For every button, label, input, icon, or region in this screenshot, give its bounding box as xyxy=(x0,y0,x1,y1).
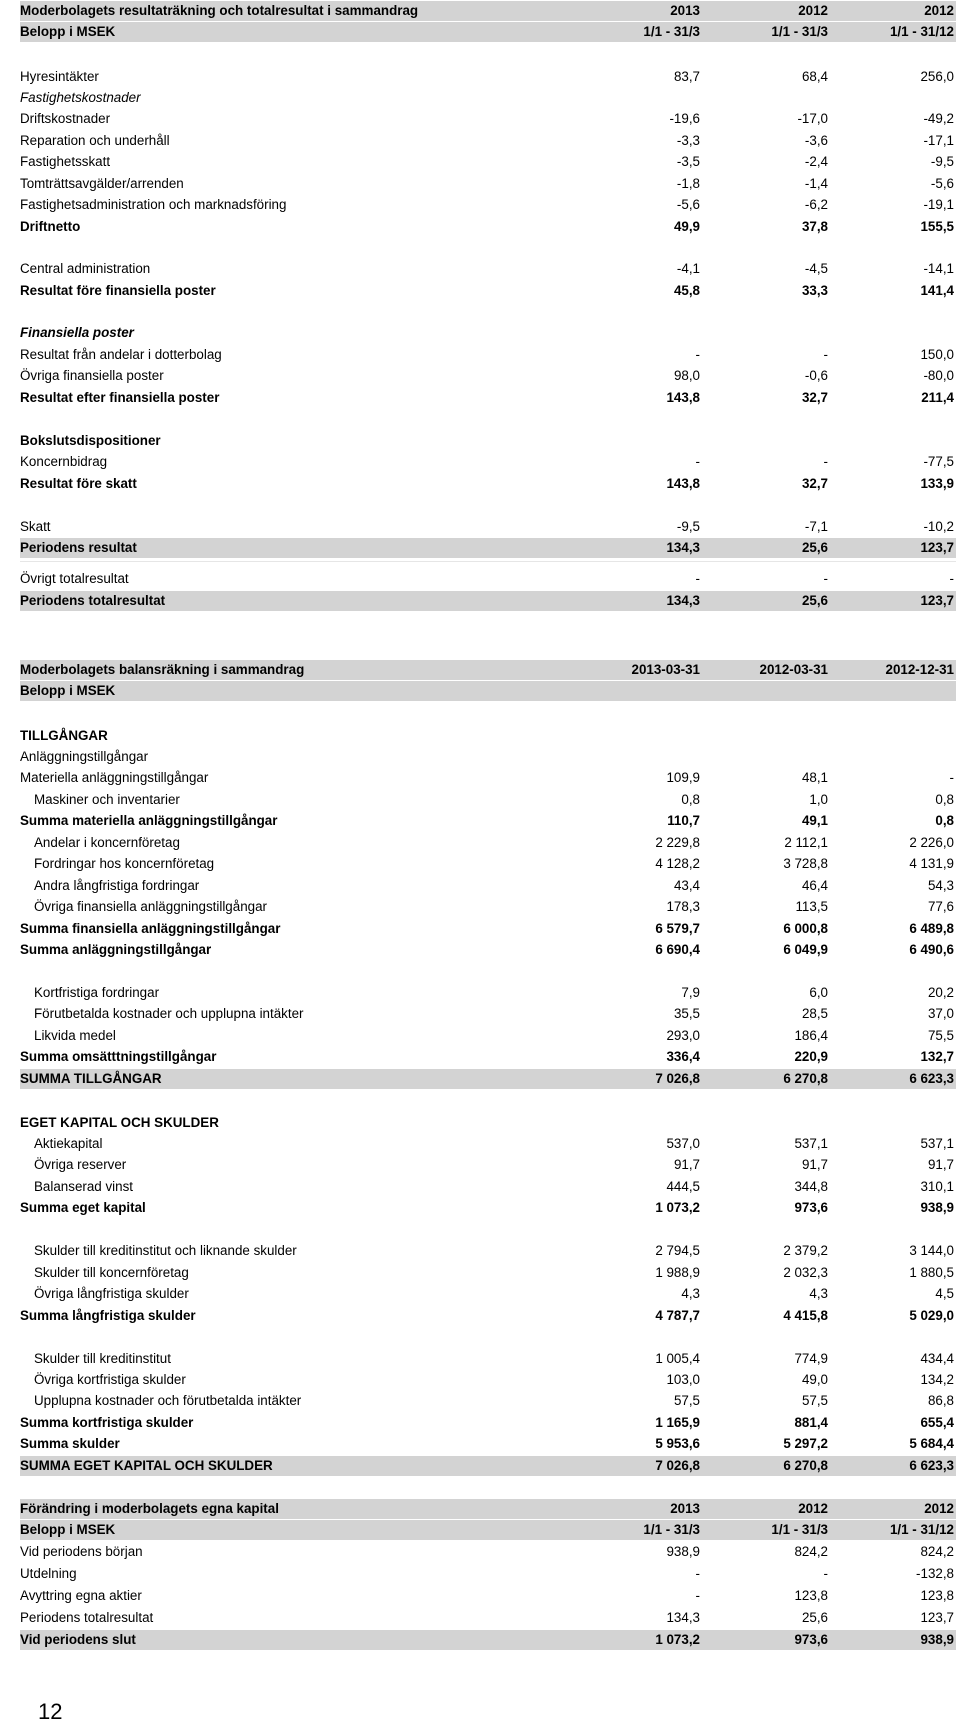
row-label: Resultat från andelar i dotterbolag xyxy=(20,347,222,362)
section-heading xyxy=(20,88,956,108)
balance-header-row xyxy=(20,660,956,680)
row-value-col3: 5 684,4 xyxy=(909,1436,954,1451)
equity-subheader-row xyxy=(20,1520,956,1540)
row-value-col2: 6 000,8 xyxy=(783,921,828,936)
row-value-col1: -3,3 xyxy=(676,133,700,148)
row-value-col3: 4 131,9 xyxy=(909,856,954,871)
row-value-col3: 1 880,5 xyxy=(909,1265,954,1280)
row-value-col2: 25,6 xyxy=(801,540,828,555)
total-row xyxy=(20,591,956,611)
row-value-col3: 0,8 xyxy=(935,813,954,828)
row-value-col2: 1,0 xyxy=(809,792,828,807)
row-value-col1: 293,0 xyxy=(666,1028,700,1043)
equity-header-row xyxy=(20,1499,956,1519)
row-value-col3: 123,7 xyxy=(920,1610,954,1625)
row-value-col3: -10,2 xyxy=(923,519,954,534)
table-row xyxy=(20,366,956,386)
row-value-col1: 35,5 xyxy=(673,1006,700,1021)
row-label: Vid periodens slut xyxy=(20,1632,136,1647)
row-value-col2: -2,4 xyxy=(804,154,828,169)
table-row xyxy=(20,1391,956,1411)
row-value-col1: 4 787,7 xyxy=(655,1308,700,1323)
subtotal-row xyxy=(20,940,956,960)
row-value-col1: 49,9 xyxy=(673,219,700,234)
row-value-col1: 6 579,7 xyxy=(655,921,700,936)
row-label: Summa materiella anläggningstillgångar xyxy=(20,813,278,828)
row-value-col2: 28,5 xyxy=(801,1006,828,1021)
row-label: Reparation och underhåll xyxy=(20,133,170,148)
row-value-col2: 2 379,2 xyxy=(783,1243,828,1258)
subtotal-row xyxy=(20,1434,956,1454)
row-value-col3: 155,5 xyxy=(920,219,954,234)
table-row xyxy=(20,569,956,589)
row-label: Balanserad vinst xyxy=(34,1179,133,1194)
row-label: Summa långfristiga skulder xyxy=(20,1308,196,1323)
row-value-col1: 7 026,8 xyxy=(655,1071,700,1086)
row-value-col1: - xyxy=(695,1588,700,1603)
equity-col1-year: 2013 xyxy=(670,1501,700,1516)
row-value-col2: 32,7 xyxy=(801,390,828,405)
row-value-col1: 0,8 xyxy=(681,792,700,807)
row-value-col2: 5 297,2 xyxy=(783,1436,828,1451)
row-value-col1: 143,8 xyxy=(666,476,700,491)
row-value-col2: 6 049,9 xyxy=(783,942,828,957)
row-value-col1: 4 128,2 xyxy=(655,856,700,871)
income-title: Moderbolagets resultaträkning och totalresultat i sammandrag xyxy=(20,3,419,18)
row-value-col3: 6 623,3 xyxy=(909,1071,954,1086)
row-value-col3: 434,4 xyxy=(920,1351,954,1366)
row-value-col1: -3,5 xyxy=(676,154,700,169)
row-value-col1: 1 073,2 xyxy=(655,1632,700,1647)
row-label: Övriga kortfristiga skulder xyxy=(34,1372,186,1387)
row-value-col1: 110,7 xyxy=(667,813,700,828)
table-row xyxy=(20,1177,956,1197)
row-value-col2: 973,6 xyxy=(794,1200,828,1215)
subtotal-row xyxy=(20,388,956,408)
row-label: Andra långfristiga fordringar xyxy=(34,878,200,893)
row-label: Övriga finansiella anläggningstillgångar xyxy=(34,899,267,914)
table-row xyxy=(20,259,956,279)
row-value-col2: 6,0 xyxy=(809,985,828,1000)
row-value-col3: 86,8 xyxy=(927,1393,954,1408)
row-label: Periodens totalresultat xyxy=(20,1610,154,1625)
row-value-col2: 37,8 xyxy=(801,219,828,234)
row-value-col2: -6,2 xyxy=(804,197,828,212)
row-label: Skulder till koncernföretag xyxy=(34,1265,189,1280)
equity-col2-period: 1/1 - 31/3 xyxy=(771,1522,828,1537)
row-value-col3: 54,3 xyxy=(927,878,954,893)
row-value-col2: -1,4 xyxy=(804,176,828,191)
row-label: Driftnetto xyxy=(20,219,81,234)
table-row xyxy=(20,345,956,365)
row-value-col1: 1 005,4 xyxy=(655,1351,700,1366)
equity-col3-year: 2012 xyxy=(924,1501,954,1516)
row-label: Fastighetsadministration och marknadsföring xyxy=(20,197,287,212)
balance-title: Moderbolagets balansräkning i sammandrag xyxy=(20,662,305,677)
income-unit-label: Belopp i MSEK xyxy=(20,24,116,39)
row-value-col2: 68,4 xyxy=(801,69,828,84)
row-value-col2: 32,7 xyxy=(801,476,828,491)
row-value-col3: -77,5 xyxy=(923,454,954,469)
row-value-col3: -19,1 xyxy=(923,197,954,212)
row-value-col2: 220,9 xyxy=(794,1049,828,1064)
row-label: Maskiner och inventarier xyxy=(34,792,180,807)
row-value-col3: -17,1 xyxy=(923,133,954,148)
table-row xyxy=(20,790,956,810)
row-label: Anläggningstillgångar xyxy=(20,749,149,764)
total-row xyxy=(20,538,956,558)
row-label: Övrigt totalresultat xyxy=(20,571,129,586)
row-value-col1: 938,9 xyxy=(666,1544,700,1559)
row-label: Summa skulder xyxy=(20,1436,120,1451)
row-value-col2: 824,2 xyxy=(794,1544,828,1559)
row-label: Övriga reserver xyxy=(34,1157,127,1172)
row-value-col2: 537,1 xyxy=(794,1136,828,1151)
total-row xyxy=(20,1069,956,1089)
row-label: Övriga långfristiga skulder xyxy=(34,1286,189,1301)
row-value-col1: 7 026,8 xyxy=(655,1458,700,1473)
row-label: Utdelning xyxy=(20,1566,77,1581)
row-value-col3: 537,1 xyxy=(920,1136,954,1151)
row-value-col3: 123,7 xyxy=(920,593,954,608)
row-value-col2: -4,5 xyxy=(804,261,828,276)
row-value-col2: 344,8 xyxy=(794,1179,828,1194)
table-row xyxy=(20,1586,956,1606)
section-heading xyxy=(20,323,956,343)
balance-subheader-row xyxy=(20,681,956,701)
total-row xyxy=(20,1456,956,1476)
row-label: Koncernbidrag xyxy=(20,454,108,469)
row-value-col1: 91,7 xyxy=(673,1157,700,1172)
row-value-col1: 57,5 xyxy=(673,1393,700,1408)
row-value-col2: 57,5 xyxy=(801,1393,828,1408)
row-value-col3: 132,7 xyxy=(920,1049,954,1064)
table-row xyxy=(20,195,956,215)
row-label: Resultat efter finansiella poster xyxy=(20,390,220,405)
row-label: Resultat före finansiella poster xyxy=(20,283,216,298)
row-value-col2: 973,6 xyxy=(794,1632,828,1647)
row-value-col1: 5 953,6 xyxy=(655,1436,700,1451)
row-value-col2: - xyxy=(823,1566,828,1581)
row-value-col3: 20,2 xyxy=(927,985,954,1000)
row-value-col3: 6 490,6 xyxy=(909,942,954,957)
row-value-col1: 1 073,2 xyxy=(655,1200,700,1215)
row-label: Skatt xyxy=(20,519,51,534)
row-value-col1: 103,0 xyxy=(666,1372,700,1387)
row-label: TILLGÅNGAR xyxy=(20,728,108,743)
table-row xyxy=(20,1284,956,1304)
row-value-col3: 4,5 xyxy=(935,1286,954,1301)
row-value-col1: - xyxy=(695,347,700,362)
row-value-col2: 49,0 xyxy=(801,1372,828,1387)
row-value-col3: 133,9 xyxy=(920,476,954,491)
row-value-col3: 134,2 xyxy=(920,1372,954,1387)
income-subheader-row xyxy=(20,22,956,42)
equity-col3-period: 1/1 - 31/12 xyxy=(889,1522,954,1537)
equity-col2-year: 2012 xyxy=(798,1501,828,1516)
row-label: Summa kortfristiga skulder xyxy=(20,1415,194,1430)
row-value-col3: 655,4 xyxy=(920,1415,954,1430)
row-value-col3: -14,1 xyxy=(923,261,954,276)
row-value-col3: 310,1 xyxy=(920,1179,954,1194)
row-label: SUMMA EGET KAPITAL OCH SKULDER xyxy=(20,1458,273,1473)
row-value-col3: 3 144,0 xyxy=(909,1243,954,1258)
table-row xyxy=(20,517,956,537)
row-value-col3: 2 226,0 xyxy=(909,835,954,850)
row-value-col1: 43,4 xyxy=(673,878,700,893)
row-value-col1: - xyxy=(695,454,700,469)
row-label: Skulder till kreditinstitut xyxy=(34,1351,171,1366)
row-label: Periodens totalresultat xyxy=(20,593,166,608)
row-value-col3: 6 623,3 xyxy=(909,1458,954,1473)
subtotal-row xyxy=(20,919,956,939)
subtotal-row xyxy=(20,217,956,237)
row-value-col2: 881,4 xyxy=(794,1415,828,1430)
table-row xyxy=(20,1134,956,1154)
row-label: Upplupna kostnader och förutbetalda intäkter xyxy=(34,1393,302,1408)
row-value-col1: 98,0 xyxy=(673,368,700,383)
row-value-col1: -9,5 xyxy=(676,519,700,534)
row-label: Summa anläggningstillgångar xyxy=(20,942,212,957)
row-value-col2: 4 415,8 xyxy=(783,1308,828,1323)
row-label: Hyresintäkter xyxy=(20,69,99,84)
equity-col1-period: 1/1 - 31/3 xyxy=(643,1522,700,1537)
row-value-col1: - xyxy=(695,1566,700,1581)
row-value-col2: 4,3 xyxy=(809,1286,828,1301)
table-row xyxy=(20,1608,956,1628)
row-value-col2: -3,6 xyxy=(804,133,828,148)
row-value-col3: 37,0 xyxy=(927,1006,954,1021)
row-value-col1: 45,8 xyxy=(673,283,700,298)
row-value-col1: 2 229,8 xyxy=(655,835,700,850)
balance-col1-date: 2013-03-31 xyxy=(631,662,700,677)
table-row xyxy=(20,1542,956,1562)
table-row xyxy=(20,1370,956,1390)
table-row xyxy=(20,833,956,853)
income-col1-year: 2013 xyxy=(670,3,700,18)
row-label: Summa finansiella anläggningstillgångar xyxy=(20,921,281,936)
income-col2-period: 1/1 - 31/3 xyxy=(771,24,828,39)
page-number: 12 xyxy=(38,1699,63,1724)
row-value-col1: -19,6 xyxy=(669,111,700,126)
row-value-col1: 143,8 xyxy=(666,390,700,405)
row-label: Summa omsätttningstillgångar xyxy=(20,1049,217,1064)
table-row xyxy=(20,1263,956,1283)
row-value-col2: 2 112,1 xyxy=(784,835,828,850)
row-value-col3: -80,0 xyxy=(923,368,954,383)
row-value-col2: -0,6 xyxy=(804,368,828,383)
row-value-col1: 134,3 xyxy=(666,1610,700,1625)
row-value-col1: -4,1 xyxy=(676,261,700,276)
table-row xyxy=(20,67,956,87)
row-value-col1: 4,3 xyxy=(681,1286,700,1301)
row-value-col3: 91,7 xyxy=(927,1157,954,1172)
row-value-col2: - xyxy=(823,571,828,586)
row-label: Vid periodens början xyxy=(20,1544,143,1559)
row-label: Finansiella poster xyxy=(20,325,134,340)
row-label: EGET KAPITAL OCH SKULDER xyxy=(20,1115,219,1130)
section-heading xyxy=(20,747,956,767)
row-label: Bokslutsdispositioner xyxy=(20,433,161,448)
total-row xyxy=(20,1630,956,1650)
table-row xyxy=(20,897,956,917)
row-value-col2: 91,7 xyxy=(801,1157,828,1172)
divider xyxy=(20,561,956,562)
row-value-col3: 938,9 xyxy=(920,1200,954,1215)
row-value-col1: 444,5 xyxy=(666,1179,700,1194)
table-row xyxy=(20,854,956,874)
row-label: Andelar i koncernföretag xyxy=(34,835,180,850)
balance-unit-label: Belopp i MSEK xyxy=(20,683,116,698)
row-value-col2: 774,9 xyxy=(794,1351,828,1366)
row-value-col1: 1 988,9 xyxy=(655,1265,700,1280)
row-value-col3: -9,5 xyxy=(930,154,954,169)
row-value-col2: 3 728,8 xyxy=(783,856,828,871)
row-value-col3: 150,0 xyxy=(920,347,954,362)
table-row xyxy=(20,152,956,172)
income-col1-period: 1/1 - 31/3 xyxy=(643,24,700,39)
row-label: Summa eget kapital xyxy=(20,1200,146,1215)
row-value-col2: - xyxy=(823,454,828,469)
row-value-col2: 48,1 xyxy=(801,770,828,785)
table-row xyxy=(20,452,956,472)
row-value-col3: 0,8 xyxy=(935,792,954,807)
table-row xyxy=(20,174,956,194)
row-label: Aktiekapital xyxy=(34,1136,103,1151)
subtotal-row xyxy=(20,1047,956,1067)
row-value-col3: 938,9 xyxy=(920,1632,954,1647)
income-col3-period: 1/1 - 31/12 xyxy=(889,24,954,39)
row-value-col1: -1,8 xyxy=(676,176,700,191)
row-value-col2: 2 032,3 xyxy=(783,1265,828,1280)
row-value-col1: 178,3 xyxy=(666,899,700,914)
row-value-col1: 1 165,9 xyxy=(655,1415,700,1430)
row-value-col1: 83,7 xyxy=(673,69,700,84)
row-value-col3: 75,5 xyxy=(927,1028,954,1043)
table-row xyxy=(20,983,956,1003)
subtotal-row xyxy=(20,1306,956,1326)
row-label: SUMMA TILLGÅNGAR xyxy=(20,1071,162,1086)
section-heading xyxy=(20,431,956,451)
row-value-col3: -132,8 xyxy=(916,1566,954,1581)
row-label: Kortfristiga fordringar xyxy=(34,985,160,1000)
row-label: Fordringar hos koncernföretag xyxy=(34,856,215,871)
row-value-col3: 123,8 xyxy=(920,1588,954,1603)
section-heading xyxy=(20,1113,956,1133)
row-value-col1: - xyxy=(695,571,700,586)
row-label: Avyttring egna aktier xyxy=(20,1588,142,1603)
row-value-col2: 123,8 xyxy=(794,1588,828,1603)
row-value-col1: -5,6 xyxy=(676,197,700,212)
row-value-col2: 25,6 xyxy=(801,1610,828,1625)
equity-title: Förändring i moderbolagets egna kapital xyxy=(20,1501,279,1516)
row-label: Central administration xyxy=(20,261,151,276)
row-label: Fastighetskostnader xyxy=(20,90,141,105)
row-value-col3: 5 029,0 xyxy=(909,1308,954,1323)
row-value-col2: - xyxy=(823,347,828,362)
row-value-col2: 25,6 xyxy=(801,593,828,608)
row-label: Övriga finansiella poster xyxy=(20,368,164,383)
row-label: Likvida medel xyxy=(34,1028,116,1043)
row-value-col3: 211,4 xyxy=(921,390,954,405)
row-label: Skulder till kreditinstitut och liknande skulder xyxy=(34,1243,297,1258)
row-value-col1: 6 690,4 xyxy=(655,942,700,957)
table-row xyxy=(20,1155,956,1175)
table-row xyxy=(20,1026,956,1046)
row-value-col3: - xyxy=(949,571,954,586)
row-value-col2: 186,4 xyxy=(794,1028,828,1043)
row-label: Tomträttsavgälder/arrenden xyxy=(20,176,184,191)
income-col2-year: 2012 xyxy=(798,3,828,18)
row-value-col3: 256,0 xyxy=(920,69,954,84)
row-value-col1: 109,9 xyxy=(666,770,700,785)
row-value-col3: -5,6 xyxy=(930,176,954,191)
balance-col2-date: 2012-03-31 xyxy=(759,662,828,677)
row-label: Resultat före skatt xyxy=(20,476,137,491)
table-row xyxy=(20,1241,956,1261)
section-heading xyxy=(20,726,956,746)
row-value-col2: 33,3 xyxy=(801,283,828,298)
row-value-col3: 141,4 xyxy=(920,283,954,298)
table-row xyxy=(20,1564,956,1584)
row-value-col3: 6 489,8 xyxy=(909,921,954,936)
row-value-col1: 134,3 xyxy=(666,540,700,555)
income-col3-year: 2012 xyxy=(924,3,954,18)
income-header-row xyxy=(20,1,956,21)
row-value-col2: 49,1 xyxy=(801,813,828,828)
subtotal-row xyxy=(20,811,956,831)
table-row xyxy=(20,768,956,788)
row-value-col3: 824,2 xyxy=(920,1544,954,1559)
row-value-col3: -49,2 xyxy=(923,111,954,126)
row-value-col2: 113,5 xyxy=(795,899,828,914)
table-row xyxy=(20,1004,956,1024)
row-value-col1: 7,9 xyxy=(681,985,700,1000)
row-label: Materiella anläggningstillgångar xyxy=(20,770,209,785)
row-label: Driftskostnader xyxy=(20,111,111,126)
row-value-col3: 123,7 xyxy=(920,540,954,555)
row-value-col2: 6 270,8 xyxy=(783,1071,828,1086)
table-row xyxy=(20,876,956,896)
subtotal-row xyxy=(20,1198,956,1218)
subtotal-row xyxy=(20,474,956,494)
row-value-col2: 46,4 xyxy=(801,878,828,893)
table-row xyxy=(20,1349,956,1369)
row-label: Förutbetalda kostnader och upplupna intäkter xyxy=(34,1006,304,1021)
row-value-col3: 77,6 xyxy=(927,899,954,914)
row-value-col1: 134,3 xyxy=(666,593,700,608)
subtotal-row xyxy=(20,281,956,301)
balance-col3-date: 2012-12-31 xyxy=(885,662,954,677)
row-label: Periodens resultat xyxy=(20,540,137,555)
subtotal-row xyxy=(20,1413,956,1433)
row-value-col2: -7,1 xyxy=(804,519,828,534)
row-value-col1: 537,0 xyxy=(666,1136,700,1151)
table-row xyxy=(20,109,956,129)
row-value-col1: 2 794,5 xyxy=(655,1243,700,1258)
row-label: Fastighetsskatt xyxy=(20,154,111,169)
row-value-col1: 336,4 xyxy=(666,1049,700,1064)
row-value-col2: 6 270,8 xyxy=(783,1458,828,1473)
equity-unit-label: Belopp i MSEK xyxy=(20,1522,116,1537)
row-value-col3: - xyxy=(949,770,954,785)
table-row xyxy=(20,131,956,151)
row-value-col2: -17,0 xyxy=(797,111,828,126)
